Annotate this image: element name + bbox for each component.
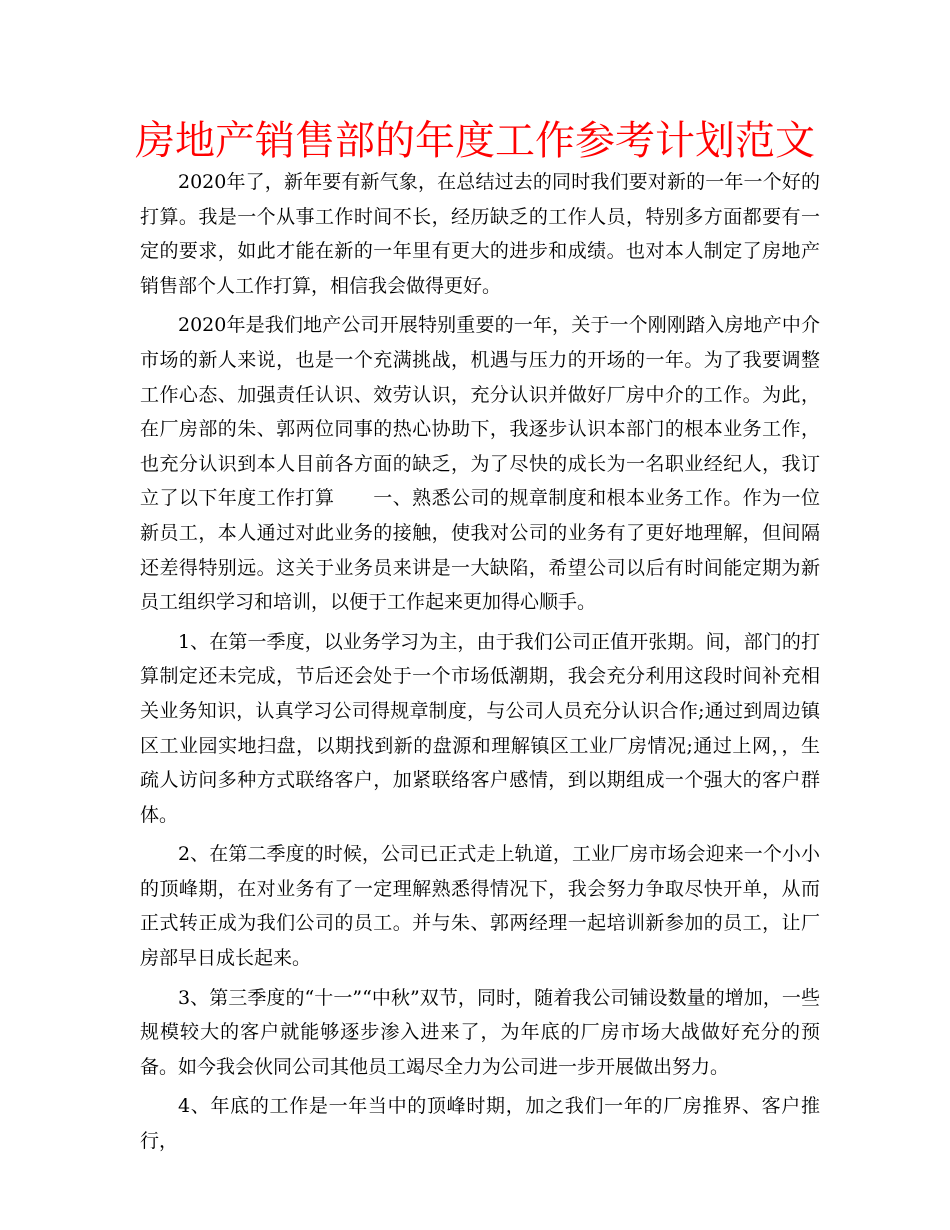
- paragraph-2: 2020年是我们地产公司开展特别重要的一年，关于一个刚刚踏入房地产中介市场的新人来说，也是一个充满挑战，机遇与压力的开场的一年。为了我要调整工作心态、加强责任认识、效劳认识，充分认识并做好厂房中介的工作。为此，在厂房部的朱、郭两位同事的热心协助下，我逐步认识本部门的根本业务工作，也充分认识到本人目前各方面的缺乏，为了尽快的成长为一名职业经纪人，我订立了以下年度工作打算 一、熟悉公司的规章制度和根本业务工作。作为一位新员工，本人通过对此业务的接触，使我对公司的业务有了更好地理解，但间隔还差得特别远。这关于业务员来讲是一大缺陷，希望公司以后有时间能定期为新员工组织学习和培训，以便于工作起来更加得心顺手。: [140, 314, 820, 614]
- paragraph-3: 1、在第一季度，以业务学习为主，由于我们公司正值开张期。间，部门的打算制定还未完成，节后还会处于一个市场低潮期，我会充分利用这段时间补充相关业务知识，认真学习公司得规章制度，与公司人员充分认识合作;通过到周边镇区工业园实地扫盘，以期找到新的盘源和理解镇区工业厂房情况;通过上网，，生疏人访问多种方式联络客户，加紧联络客户感情，到以期组成一个强大的客户群体。: [140, 630, 820, 826]
- paragraph-4: 2、在第二季度的时候，公司已正式走上轨道，工业厂房市场会迎来一个小小的顶峰期，在对业务有了一定理解熟悉得情况下，我会努力争取尽快开单，从而正式转正成为我们公司的员工。并与朱、郭两经理一起培训新参加的员工，让厂房部早日成长起来。: [140, 843, 820, 970]
- paragraph-6: 4、年底的工作是一年当中的顶峰时期，加之我们一年的厂房推界、客户推行，: [140, 1095, 820, 1153]
- paragraph-5: 3、第三季度的“十一”“中秋”双节，同时，随着我公司铺设数量的增加，一些规模较大的客户就能够逐步渗入进来了，为年底的厂房市场大战做好充分的预备。如今我会伙同公司其他员工竭尽全力为公司进一步开展做出努力。: [140, 986, 820, 1078]
- document-title: 房地产销售部的年度工作参考计划范文: [135, 118, 815, 164]
- document-body: [140, 165, 820, 1164]
- paragraph-1: 2020年了，新年要有新气象，在总结过去的同时我们要对新的一年一个好的打算。我是一个从事工作时间不长，经历缺乏的工作人员，特别多方面都要有一定的要求，如此才能在新的一年里有更大的进步和成绩。也对本人制定了房地产销售部个人工作打算，相信我会做得更好。: [140, 171, 820, 297]
